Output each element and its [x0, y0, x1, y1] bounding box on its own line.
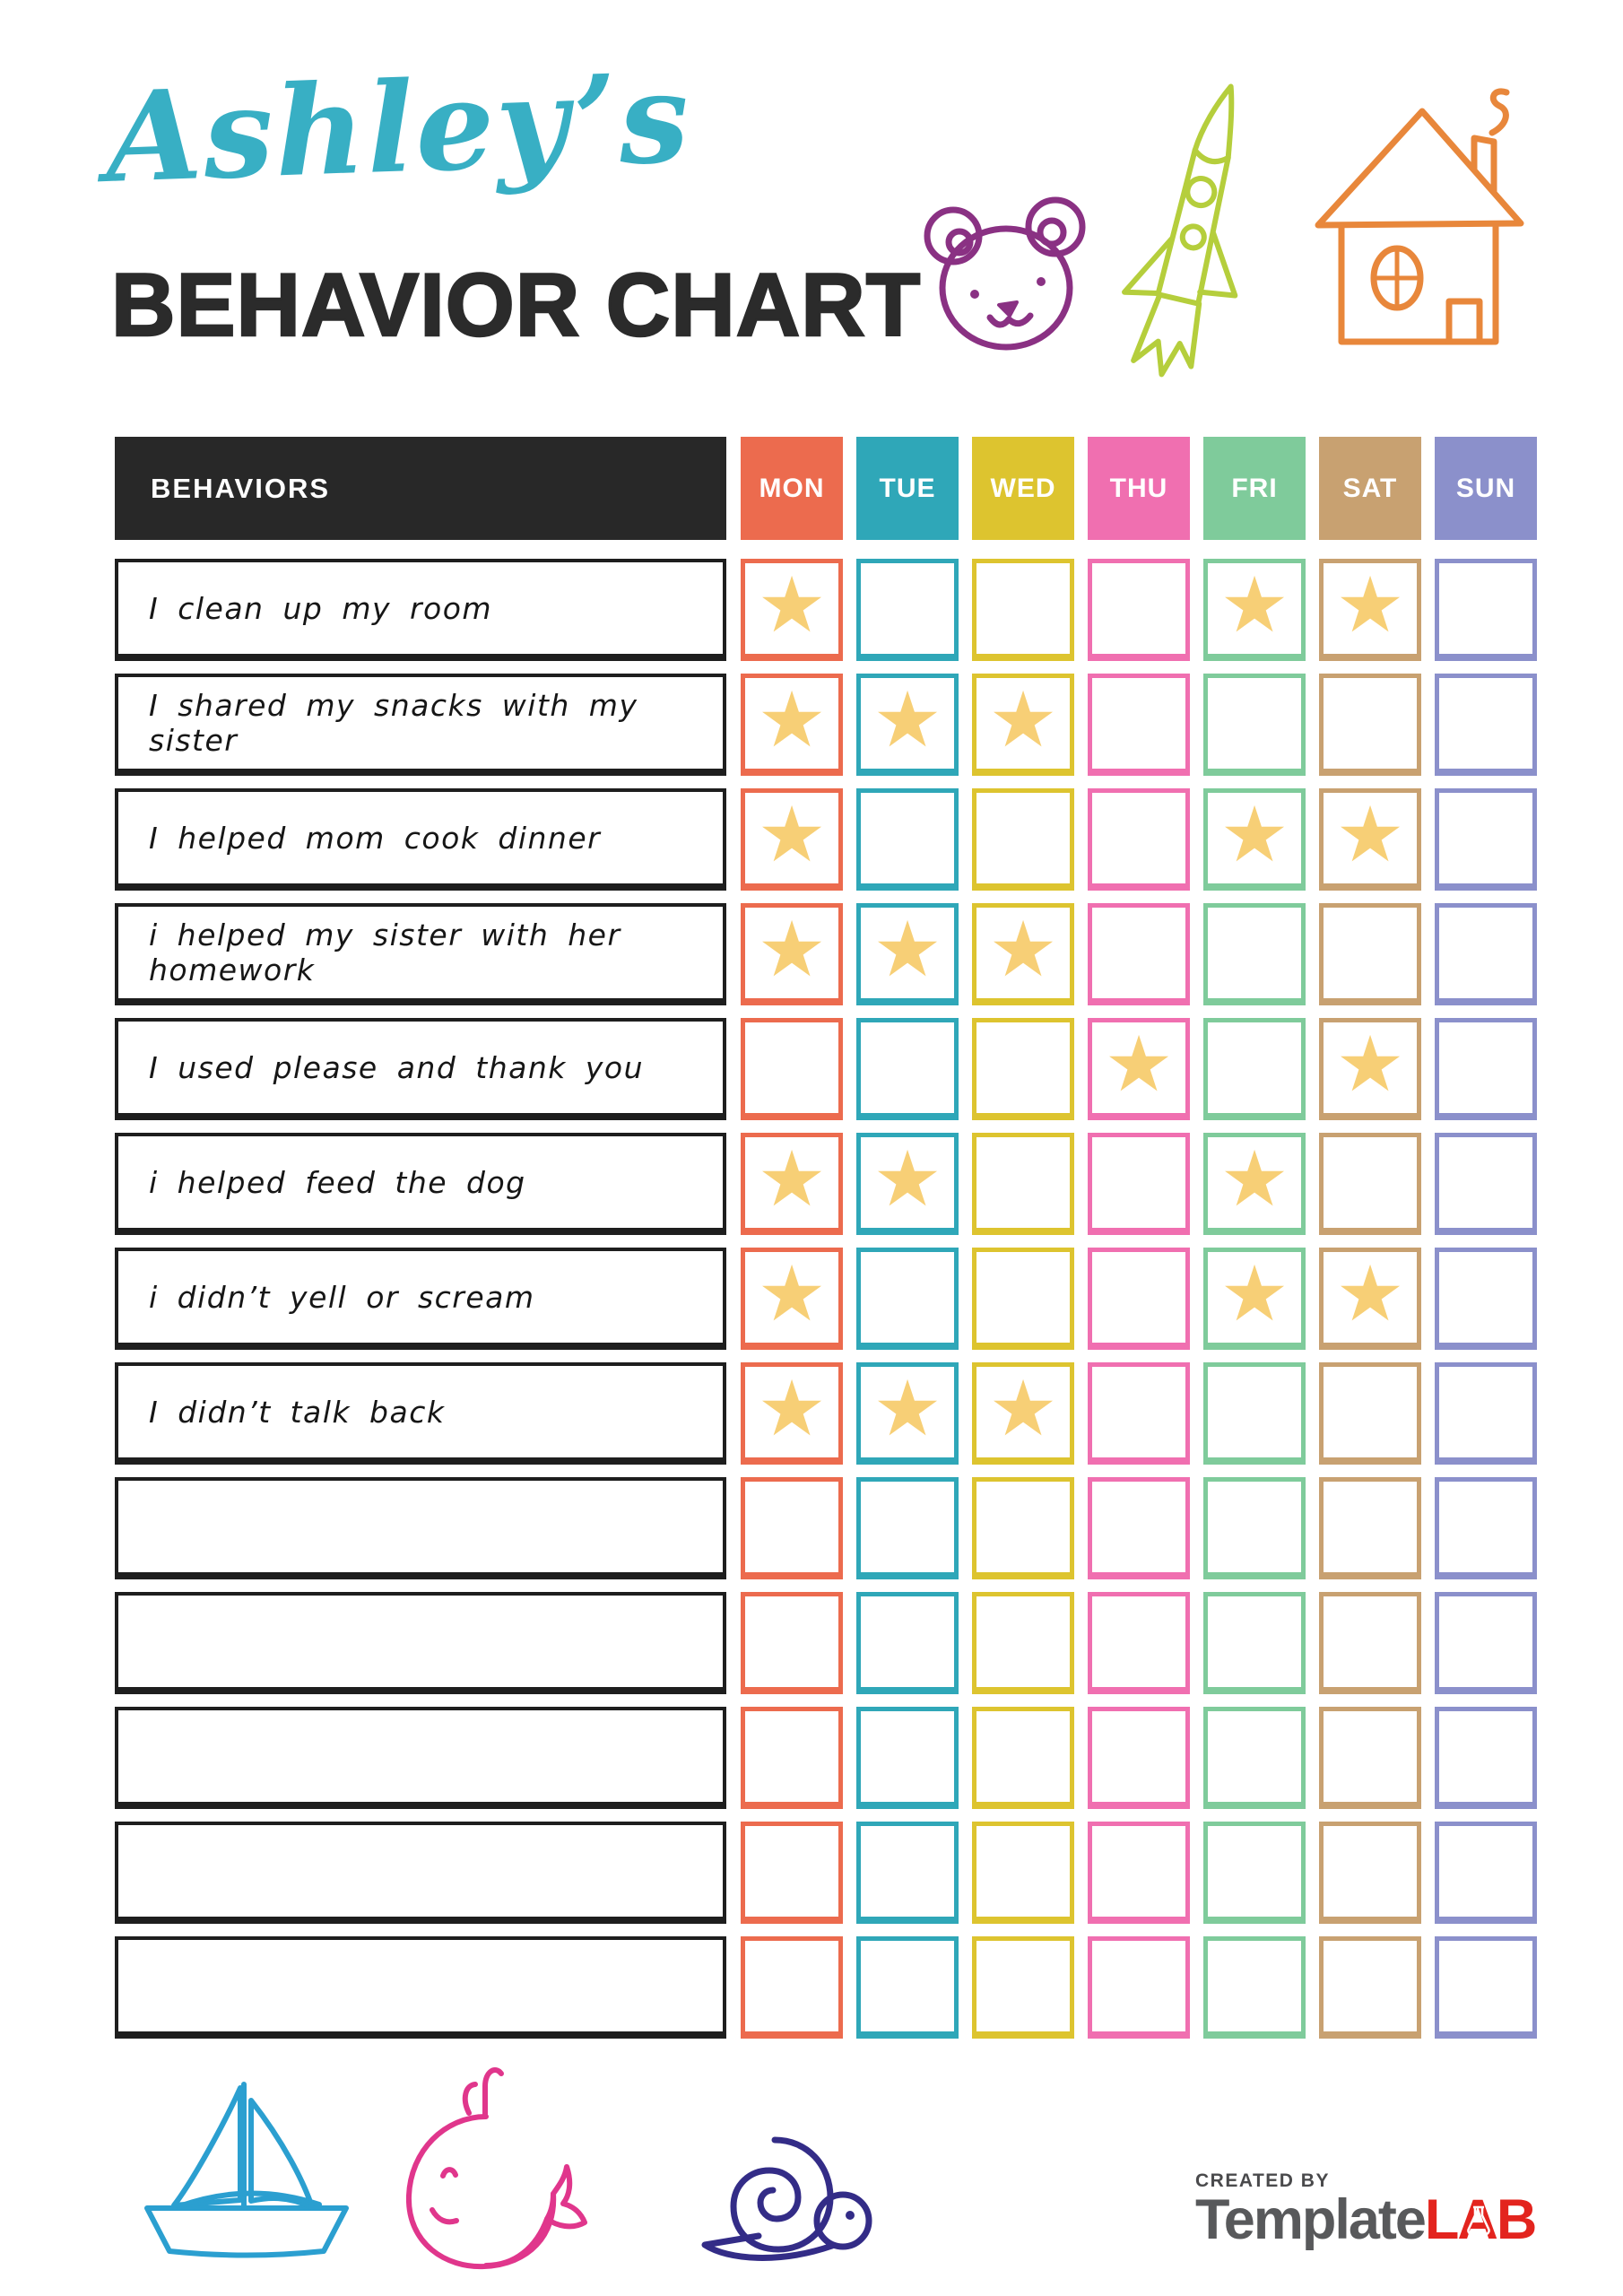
- day-cell-tue[interactable]: [856, 1936, 959, 2039]
- day-header-tue: TUE: [856, 437, 959, 540]
- star-icon: ★: [1104, 1019, 1174, 1109]
- day-headers: [741, 437, 1537, 540]
- star-icon: ★: [872, 1134, 942, 1224]
- day-cell-sat[interactable]: [1319, 1362, 1421, 1465]
- behavior-row: [115, 559, 1537, 661]
- day-cell-mon[interactable]: [741, 1822, 843, 1924]
- star-icon: ★: [872, 1363, 942, 1454]
- whale-icon: [393, 2059, 595, 2274]
- day-cell-fri[interactable]: [1203, 1248, 1306, 1350]
- day-cell-thu[interactable]: [1088, 903, 1190, 1005]
- day-cell-wed[interactable]: [972, 788, 1074, 891]
- star-icon: ★: [1219, 560, 1289, 650]
- star-icon: ★: [872, 674, 942, 765]
- logo-brand-red: LAB: [1424, 2188, 1536, 2251]
- star-icon: ★: [1335, 560, 1405, 650]
- day-cell-sun[interactable]: [1435, 903, 1537, 1005]
- day-cell-sun[interactable]: [1435, 1018, 1537, 1120]
- day-cell-fri[interactable]: [1203, 1362, 1306, 1465]
- teddy-bear-icon: [919, 193, 1098, 354]
- day-cell-wed[interactable]: [972, 1133, 1074, 1235]
- day-header-wed: WED: [972, 437, 1074, 540]
- day-header-fri: FRI: [1203, 437, 1306, 540]
- star-icon: ★: [988, 1363, 1058, 1454]
- day-header-thu: THU: [1088, 437, 1190, 540]
- day-cell-tue[interactable]: [856, 1592, 959, 1694]
- behavior-row: [115, 674, 1537, 776]
- day-cell-fri[interactable]: [1203, 1822, 1306, 1924]
- page-title-name: Ashley’s: [103, 44, 693, 211]
- day-cell-thu[interactable]: [1088, 1822, 1190, 1924]
- behavior-label[interactable]: [115, 1936, 726, 2039]
- behavior-label: i helped feed the dog: [115, 1133, 726, 1235]
- star-icon: ★: [1219, 1134, 1289, 1224]
- day-cell-sun[interactable]: [1435, 1248, 1537, 1350]
- day-cell-sun[interactable]: [1435, 1477, 1537, 1579]
- behavior-row: [115, 903, 1537, 1005]
- house-icon: [1307, 88, 1530, 361]
- day-cell-thu[interactable]: [1088, 559, 1190, 661]
- star-icon: ★: [757, 560, 827, 650]
- star-icon: ★: [757, 1134, 827, 1224]
- logo-brand-gray: Template: [1195, 2188, 1425, 2251]
- behavior-row: [115, 1248, 1537, 1350]
- day-cell-mon[interactable]: [741, 1248, 843, 1350]
- behavior-row: [115, 1362, 1537, 1465]
- day-cell-fri[interactable]: [1203, 1133, 1306, 1235]
- day-cell-wed[interactable]: [972, 903, 1074, 1005]
- day-cell-sat[interactable]: [1319, 903, 1421, 1005]
- day-cell-sun[interactable]: [1435, 1707, 1537, 1809]
- day-cell-sat[interactable]: [1319, 559, 1421, 661]
- day-cell-fri[interactable]: [1203, 1936, 1306, 2039]
- day-cell-sun[interactable]: [1435, 1133, 1537, 1235]
- star-icon: ★: [757, 789, 827, 880]
- behavior-row: [115, 1936, 1537, 2039]
- day-cell-sat[interactable]: [1319, 1822, 1421, 1924]
- behavior-label[interactable]: [115, 1822, 726, 1924]
- star-icon: ★: [757, 674, 827, 765]
- day-cell-thu[interactable]: [1088, 1362, 1190, 1465]
- day-cell-thu[interactable]: [1088, 788, 1190, 891]
- behavior-table: [115, 437, 1537, 2051]
- day-cell-tue[interactable]: [856, 674, 959, 776]
- day-cell-thu[interactable]: [1088, 1133, 1190, 1235]
- day-header-sun: SUN: [1435, 437, 1537, 540]
- day-cell-wed[interactable]: [972, 1592, 1074, 1694]
- snail-icon: [664, 2127, 877, 2269]
- day-cell-sun[interactable]: [1435, 788, 1537, 891]
- day-cell-wed[interactable]: [972, 1936, 1074, 2039]
- behavior-row: [115, 1477, 1537, 1579]
- day-cell-tue[interactable]: [856, 1248, 959, 1350]
- day-cell-sun[interactable]: [1435, 1822, 1537, 1924]
- behavior-label: I clean up my room: [115, 559, 726, 661]
- day-cell-sat[interactable]: [1319, 1477, 1421, 1579]
- day-cell-sat[interactable]: [1319, 1248, 1421, 1350]
- day-cell-thu[interactable]: [1088, 1018, 1190, 1120]
- day-header-mon: MON: [741, 437, 843, 540]
- day-cell-tue[interactable]: [856, 1822, 959, 1924]
- day-cell-tue[interactable]: [856, 1477, 959, 1579]
- day-cell-wed[interactable]: [972, 674, 1074, 776]
- day-cell-mon[interactable]: [741, 1477, 843, 1579]
- day-cell-mon[interactable]: [741, 559, 843, 661]
- day-cell-tue[interactable]: [856, 1133, 959, 1235]
- star-icon: ★: [1335, 1019, 1405, 1109]
- day-cell-sat[interactable]: [1319, 788, 1421, 891]
- star-icon: ★: [757, 904, 827, 995]
- day-cell-sun[interactable]: [1435, 1936, 1537, 2039]
- star-icon: ★: [1335, 1248, 1405, 1339]
- day-cell-fri[interactable]: [1203, 1592, 1306, 1694]
- day-cell-wed[interactable]: [972, 1248, 1074, 1350]
- behavior-row: [115, 1018, 1537, 1120]
- day-cell-fri[interactable]: [1203, 1018, 1306, 1120]
- day-cell-fri[interactable]: [1203, 1707, 1306, 1809]
- behavior-row: [115, 1822, 1537, 1924]
- day-cell-wed[interactable]: [972, 1822, 1074, 1924]
- behavior-label: I helped mom cook dinner: [115, 788, 726, 891]
- behavior-row: [115, 1707, 1537, 1809]
- day-cell-sun[interactable]: [1435, 1362, 1537, 1465]
- day-cell-thu[interactable]: [1088, 674, 1190, 776]
- day-cell-wed[interactable]: [972, 1477, 1074, 1579]
- day-cell-sat[interactable]: [1319, 1133, 1421, 1235]
- star-icon: ★: [757, 1248, 827, 1339]
- star-icon: ★: [757, 1363, 827, 1454]
- star-icon: ★: [1219, 1248, 1289, 1339]
- day-cell-sun[interactable]: [1435, 559, 1537, 661]
- day-cell-sat[interactable]: [1319, 1936, 1421, 2039]
- behavior-label: I shared my snacks with my sister: [115, 674, 726, 776]
- behavior-label[interactable]: [115, 1477, 726, 1579]
- day-cell-sat[interactable]: [1319, 1707, 1421, 1809]
- day-cell-sat[interactable]: [1319, 1018, 1421, 1120]
- behavior-row: [115, 1133, 1537, 1235]
- day-cell-fri[interactable]: [1203, 1477, 1306, 1579]
- star-icon: ★: [988, 904, 1058, 995]
- day-cell-fri[interactable]: [1203, 674, 1306, 776]
- day-cell-mon[interactable]: [741, 903, 843, 1005]
- table-rows: [115, 559, 1537, 2039]
- day-cell-mon[interactable]: [741, 1592, 843, 1694]
- sailboat-icon: [135, 2074, 359, 2264]
- day-cell-sat[interactable]: [1319, 674, 1421, 776]
- templatelab-logo: [1195, 2170, 1536, 2251]
- day-cell-tue[interactable]: [856, 1362, 959, 1465]
- star-icon: ★: [872, 904, 942, 995]
- day-cell-sun[interactable]: [1435, 1592, 1537, 1694]
- behaviors-column-header: BEHAVIORS: [115, 437, 726, 540]
- day-cell-mon[interactable]: [741, 674, 843, 776]
- day-cell-sun[interactable]: [1435, 674, 1537, 776]
- day-cell-thu[interactable]: [1088, 1936, 1190, 2039]
- day-cell-sat[interactable]: [1319, 1592, 1421, 1694]
- behavior-label[interactable]: [115, 1592, 726, 1694]
- behavior-row: [115, 788, 1537, 891]
- behavior-label[interactable]: [115, 1707, 726, 1809]
- day-cell-thu[interactable]: [1088, 1592, 1190, 1694]
- day-cell-tue[interactable]: [856, 788, 959, 891]
- day-cell-wed[interactable]: [972, 1018, 1074, 1120]
- behavior-row: [115, 1592, 1537, 1694]
- star-icon: ★: [1335, 789, 1405, 880]
- day-cell-fri[interactable]: [1203, 559, 1306, 661]
- rocket-icon: [1090, 63, 1304, 395]
- lab-flask-icon: [1467, 2205, 1490, 2237]
- day-cell-mon[interactable]: [741, 788, 843, 891]
- day-cell-wed[interactable]: [972, 559, 1074, 661]
- behavior-label: I didn’t talk back: [115, 1362, 726, 1465]
- day-cell-thu[interactable]: [1088, 1707, 1190, 1809]
- behavior-label: I used please and thank you: [115, 1018, 726, 1120]
- behavior-label: i helped my sister with her homework: [115, 903, 726, 1005]
- day-cell-fri[interactable]: [1203, 903, 1306, 1005]
- day-cell-mon[interactable]: [741, 1133, 843, 1235]
- day-cell-tue[interactable]: [856, 903, 959, 1005]
- day-cell-tue[interactable]: [856, 1018, 959, 1120]
- table-header-row: [115, 437, 1537, 540]
- day-header-sat: SAT: [1319, 437, 1421, 540]
- day-cell-tue[interactable]: [856, 559, 959, 661]
- day-cell-mon[interactable]: [741, 1936, 843, 2039]
- day-cell-mon[interactable]: [741, 1018, 843, 1120]
- day-cell-tue[interactable]: [856, 1707, 959, 1809]
- behavior-label: i didn’t yell or scream: [115, 1248, 726, 1350]
- day-cell-thu[interactable]: [1088, 1477, 1190, 1579]
- page-title-subtitle: BEHAVIOR CHART: [111, 255, 922, 354]
- star-icon: ★: [988, 674, 1058, 765]
- logo-created-by: CREATED BY: [1195, 2170, 1330, 2191]
- day-cell-thu[interactable]: [1088, 1248, 1190, 1350]
- day-cell-fri[interactable]: [1203, 788, 1306, 891]
- day-cell-wed[interactable]: [972, 1362, 1074, 1465]
- star-icon: ★: [1219, 789, 1289, 880]
- day-cell-wed[interactable]: [972, 1707, 1074, 1809]
- day-cell-mon[interactable]: [741, 1362, 843, 1465]
- day-cell-mon[interactable]: [741, 1707, 843, 1809]
